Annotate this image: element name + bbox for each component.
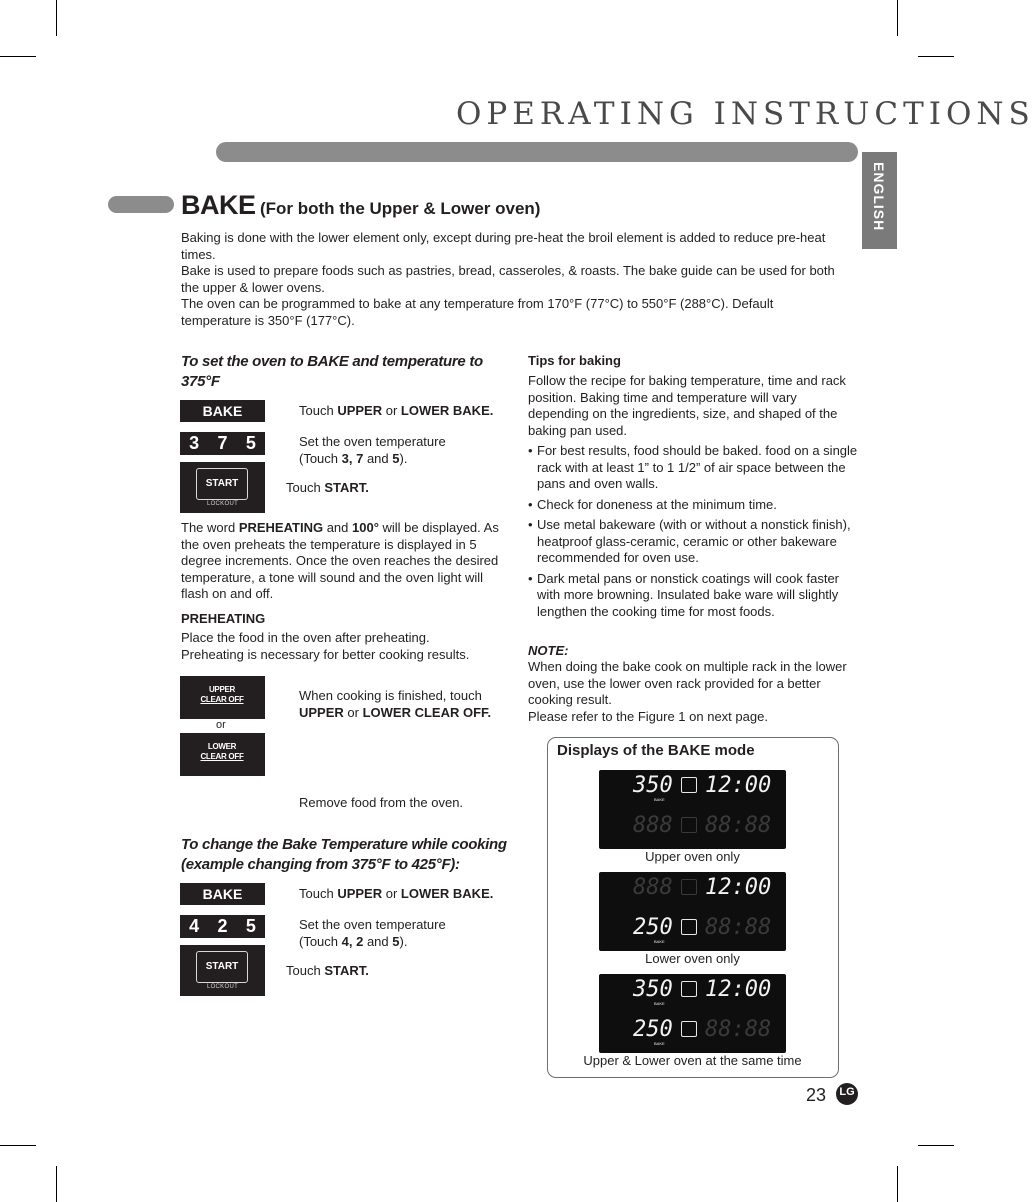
bake-button[interactable]: BAKE [180, 400, 265, 422]
clear-off-instruction: When cooking is finished, touch UPPER or LOWER CLEAR OFF. [299, 688, 492, 720]
remove-food-text: Remove food from the oven. [299, 795, 464, 810]
temp-readout: 888 [633, 875, 673, 900]
digit-key[interactable]: 5 [245, 916, 256, 936]
time-readout: 12:00 [705, 977, 772, 1002]
language-tab-label: ENGLISH [871, 162, 887, 232]
temp-readout: 250 [633, 915, 673, 940]
intro-paragraph: Bake is used to prepare foods such as pastries, bread, casseroles, & roasts. The bake guide can be used for both the upper & lower ovens. [181, 263, 835, 295]
step-set-temp: Set the oven temperature (Touch 4, 2 and 5). [299, 917, 446, 949]
crop-mark [56, 1166, 57, 1202]
step-set-temp: Set the oven temperature (Touch 3, 7 and 5). [299, 434, 446, 466]
preheat-description: The word PREHEATING and 100° will be displayed. As the oven preheats the temperature is displayed in 5 degree increments. Once the oven reaches the desired temperature, a tone will sound and the oven light will flash on and off. [181, 520, 499, 601]
mode-indicator: BAKE [654, 1041, 665, 1046]
intro-text [181, 230, 841, 329]
temp-readout: 350 [633, 977, 673, 1002]
section-title-sub: (For both the Upper & Lower oven) [259, 199, 541, 218]
mode-indicator: BAKE [654, 1001, 665, 1006]
lower-clear-off-button[interactable]: LOWER CLEAR OFF [180, 733, 265, 776]
preheating-text: Place the food in the oven after preheating. Preheating is necessary for better cooking results. [181, 630, 470, 662]
crop-mark [897, 0, 898, 36]
digit-key[interactable]: 4 [189, 916, 200, 936]
digit-key[interactable]: 3 [189, 433, 200, 453]
start-button-label: START [196, 951, 248, 983]
section-title-main: BAKE [181, 190, 256, 220]
crop-mark [897, 1166, 898, 1202]
mode-indicator: BAKE [654, 939, 665, 944]
lockout-label: LOCKOUT [206, 501, 239, 507]
oven-icon [681, 1021, 697, 1037]
temp-readout: 350 [633, 773, 673, 798]
start-button-label: START [196, 468, 248, 500]
tip-item: • For best results, food should be baked. food on a single rack with at least 1” to 1 1/2” of air space between the pans and oven walls. [528, 443, 858, 493]
intro-paragraph: Baking is done with the lower element only, except during pre-heat the broil element is added to reduce pre-heat times. [181, 230, 826, 262]
time-readout: 12:00 [705, 773, 772, 798]
page-number: 23 [806, 1085, 827, 1105]
oven-icon [681, 919, 697, 935]
display-caption: Upper & Lower oven at the same time [583, 1053, 802, 1068]
oven-icon [681, 879, 697, 895]
oven-icon [681, 817, 697, 833]
change-temp-heading: To change the Bake Temperature while cooking (example changing from 375°F to 425°F): [181, 836, 507, 873]
time-readout: 12:00 [705, 875, 772, 900]
crop-mark [918, 1145, 954, 1146]
time-readout: 88:88 [705, 1017, 772, 1042]
tips-list [528, 443, 858, 624]
intro-paragraph: The oven can be programmed to bake at any temperature from 170°F (77°C) to 550°F (288°C). Default temperature is 350°F (177°C). [181, 296, 774, 328]
note-heading: NOTE: [528, 643, 569, 658]
mode-indicator: BAKE [654, 797, 665, 802]
temp-readout: 888 [633, 813, 673, 838]
section-title [181, 190, 540, 221]
page-title: OPERATING INSTRUCTIONS [456, 96, 1035, 132]
tip-item: • Use metal bakeware (with or without a nonstick finish), heatproof glass-ceramic, ceramic or other bakeware recommended for oven use. [528, 517, 858, 567]
tips-heading: Tips for baking [528, 353, 621, 368]
step-touch-bake: Touch UPPER or LOWER BAKE. [299, 886, 494, 901]
start-button[interactable] [180, 945, 265, 996]
digit-key[interactable]: 2 [217, 916, 228, 936]
oven-display [599, 974, 786, 1053]
header-bar [216, 142, 858, 162]
digit-key[interactable]: 7 [217, 433, 228, 453]
language-tab [862, 152, 897, 249]
crop-mark [0, 56, 36, 57]
temperature-keypad[interactable] [180, 432, 265, 455]
step-touch-bake: Touch UPPER or LOWER BAKE. [299, 403, 494, 418]
tip-item: • Check for doneness at the minimum time. [528, 497, 858, 514]
upper-clear-off-button[interactable]: UPPER CLEAR OFF [180, 676, 265, 719]
display-caption: Lower oven only [645, 951, 740, 966]
bake-button[interactable]: BAKE [180, 883, 265, 905]
time-readout: 88:88 [705, 915, 772, 940]
temp-readout: 250 [633, 1017, 673, 1042]
step-touch-start: Touch START. [286, 963, 369, 978]
display-caption: Upper oven only [645, 849, 740, 864]
crop-mark [918, 56, 954, 57]
digit-key[interactable]: 5 [245, 433, 256, 453]
preheating-heading: PREHEATING [181, 611, 266, 626]
start-button[interactable] [180, 462, 265, 513]
section-marker [108, 196, 174, 213]
step-touch-start: Touch START. [286, 480, 369, 495]
oven-display [599, 872, 786, 951]
oven-display [599, 770, 786, 849]
lg-logo: LG [836, 1083, 858, 1105]
time-readout: 88:88 [705, 813, 772, 838]
displays-title: Displays of the BAKE mode [557, 742, 755, 759]
temperature-keypad[interactable] [180, 915, 265, 938]
tip-item: • Dark metal pans or nonstick coatings will cook faster with more browning. Insulated bake ware will slightly lengthen the cooking time for most foods. [528, 571, 858, 621]
crop-mark [56, 0, 57, 36]
crop-mark [0, 1145, 36, 1146]
set-bake-heading: To set the oven to BAKE and temperature to 375°F [181, 353, 483, 390]
or-label: or [216, 719, 226, 731]
tips-intro: Follow the recipe for baking temperature, time and rack position. Baking time and temperature will vary depending on the ingredients, size, and shaped of the baking pan used. [528, 373, 846, 438]
note-text: When doing the bake cook on multiple rack in the lower oven, use the lower oven rack provided for a better cooking result. Please refer to the Figure 1 on next page. [528, 659, 847, 724]
oven-icon [681, 981, 697, 997]
oven-icon [681, 777, 697, 793]
lockout-label: LOCKOUT [206, 984, 239, 990]
